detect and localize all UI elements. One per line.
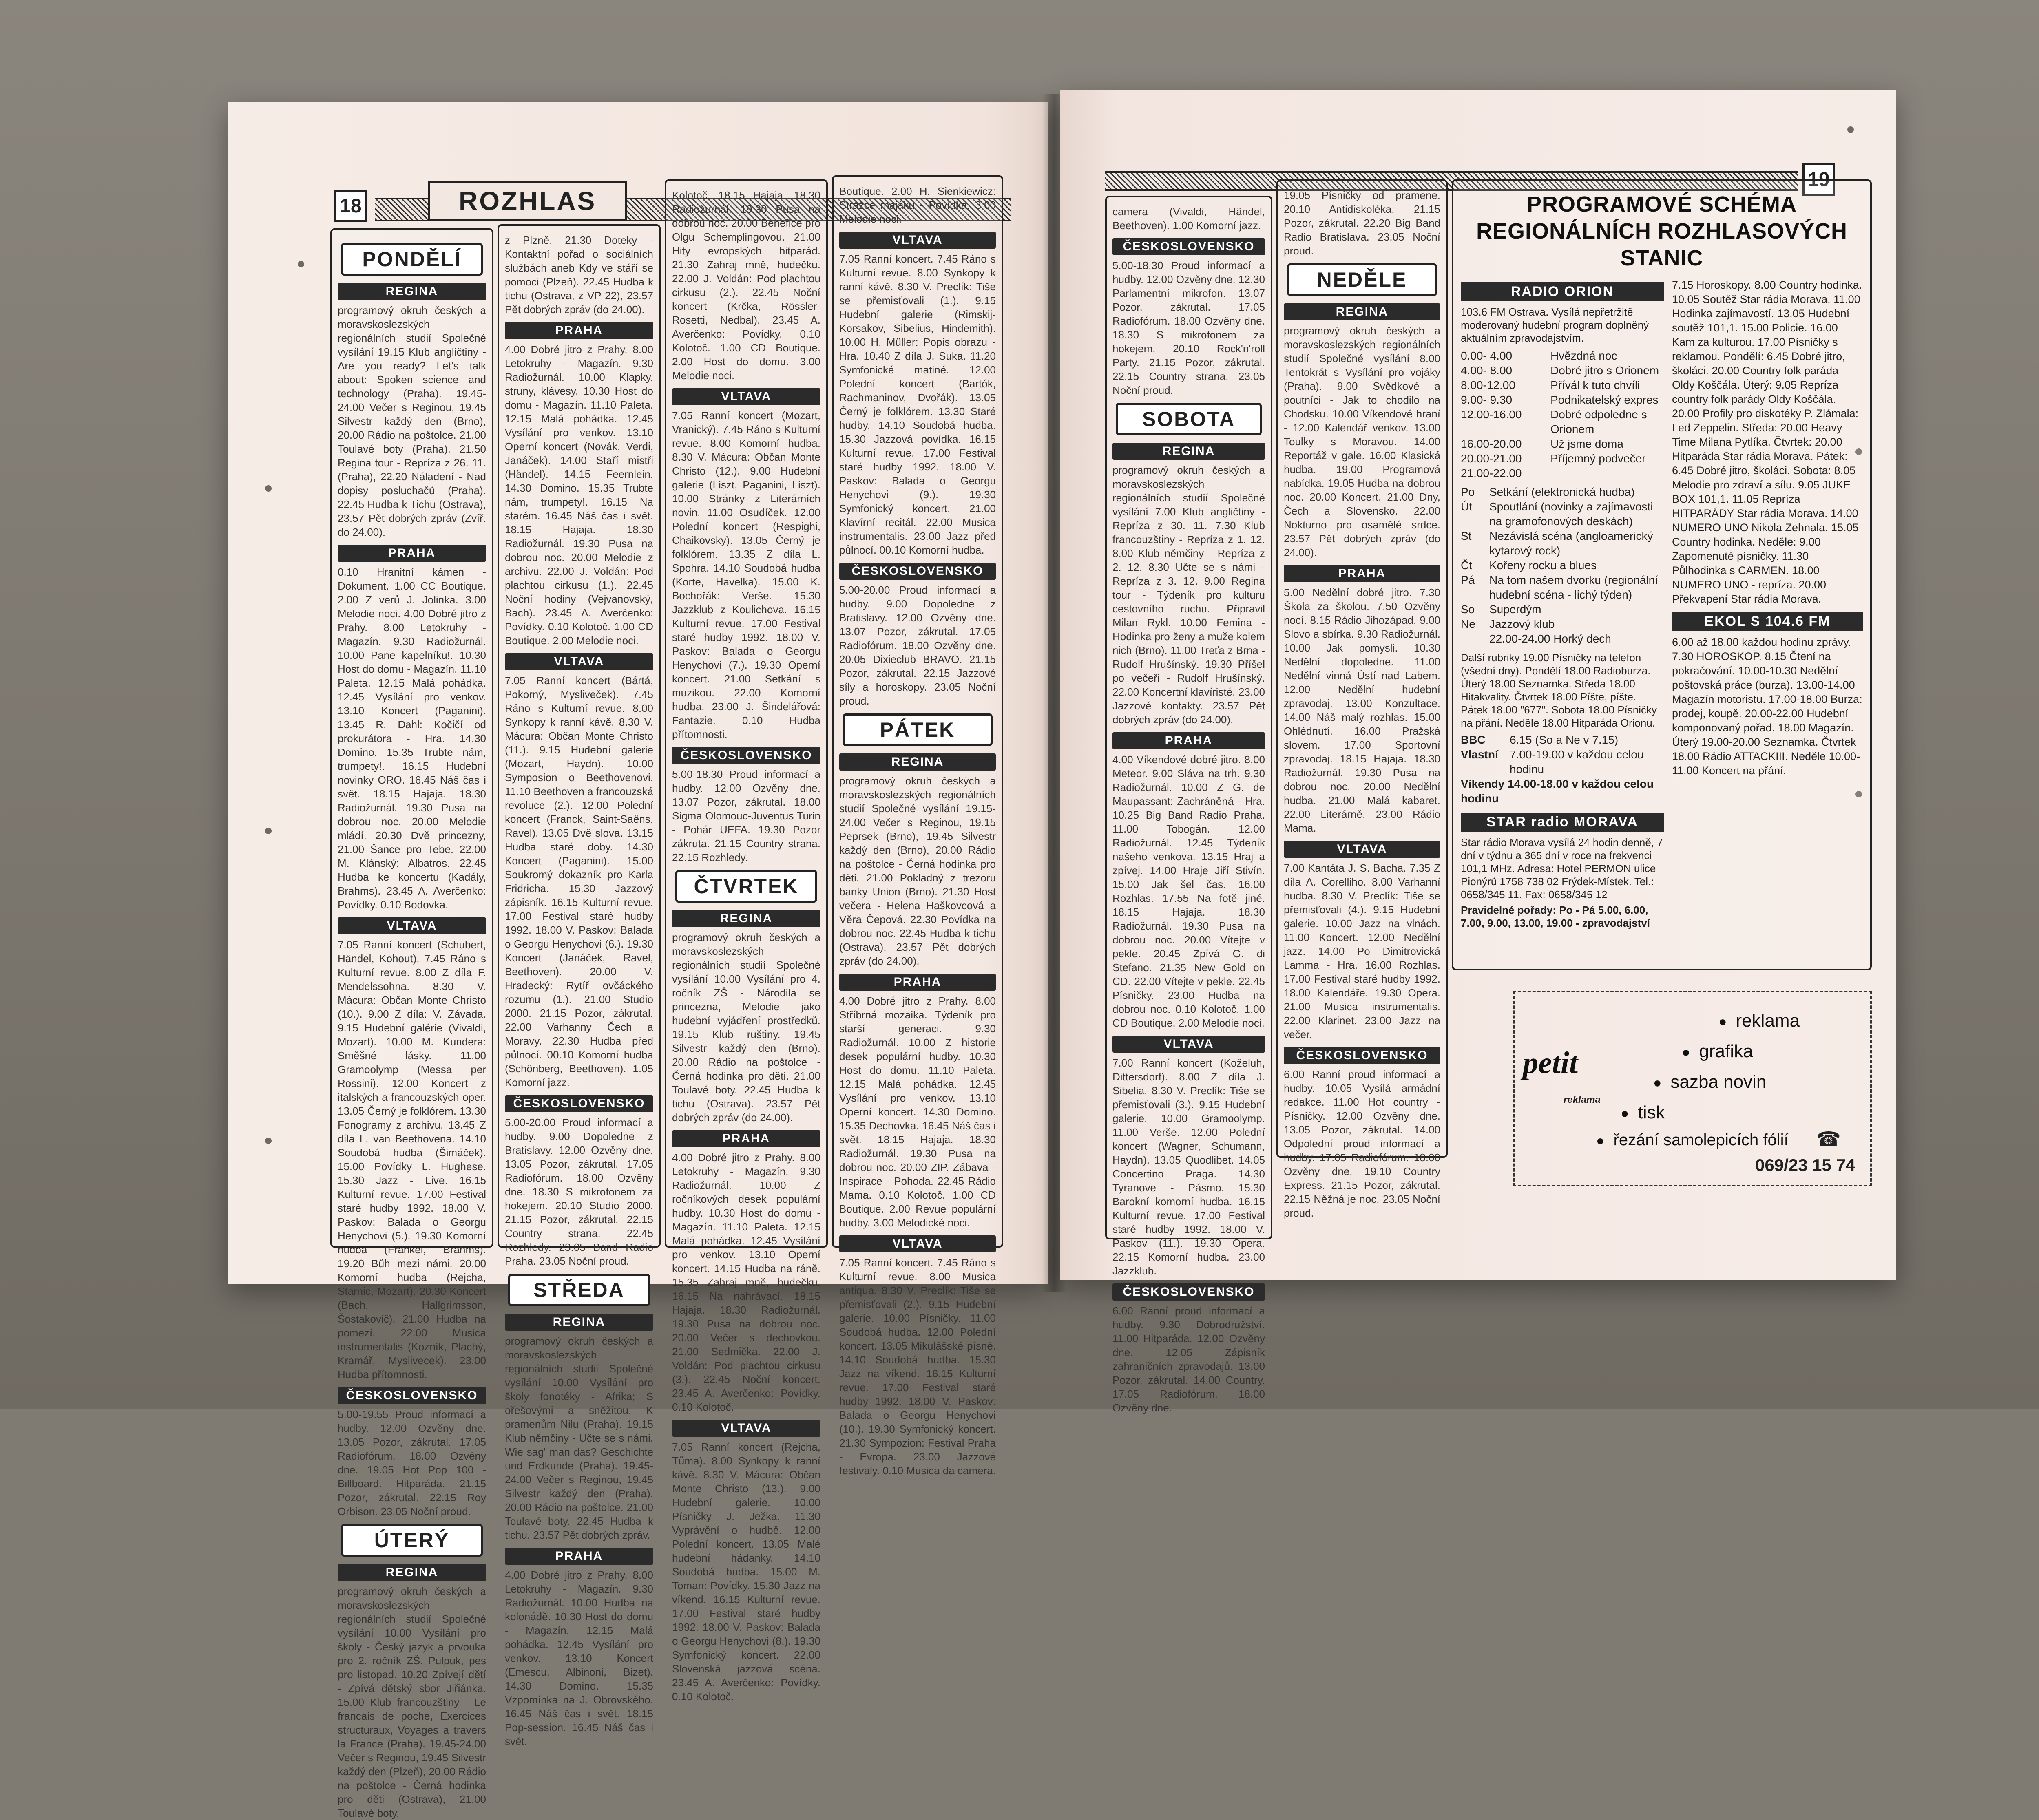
station-bar: REGINA (505, 1314, 653, 1331)
station-bar: ČESKOSLOVENSKO (505, 1095, 653, 1112)
schedule-text: 7.05 Ranní koncert (Rejcha, Tůma). 8.00 Synkopy k ranní kávě. 8.30 V. Mácura: Občan Monte Christo (13.). 9.00 Hudební galerie. 10.00 Písničky J. Ježka. 11.30 Vyprávění o hudbě. 12.00 Polední koncert. 13.05 Malé hudební hádanky. 14.10 Soudobá hudba. 15.00 M. Toman: Povídky. 15.30 Jazz na víkend. 16.15 Kulturní revue. 17.00 Festival staré hudby 1992. 18.00 V. Paskov: Balada o Georgu Henychovi (8.). 19.30 Symfonický koncert. 22.00 Slovenská jazzová scéna. 23.45 A. Averčenko: Povídky. 0.10 Kolotoč. (672, 1441, 820, 1703)
schedule-row (1461, 393, 1664, 407)
row-day: Út (1461, 500, 1472, 513)
bbc-row (1461, 733, 1664, 747)
row-title: Dobré jitro s Orionem (1550, 364, 1659, 377)
station-bar: PRAHA (505, 1548, 653, 1565)
row-title: Přívál k tuto chvíli (1550, 379, 1640, 391)
schedule-row (1461, 451, 1664, 466)
column-wednesday-thursday (665, 179, 828, 1703)
schedule-text: programový okruh českých a moravskoslezských regionálních studií Společné vysílání 8.00 Tentokrát s Vysílání pro vojáky (Praha). 9.00 Svědkové a poutníci - Jak to chodilo na Chodsku. 10.00 Víkendové hraní - 12.00 Kalendář venkov. 13.00 Toulky s Moravou. 14.00 Reportáž v gale. 16.00 Klasická hudba. 19.00 Programová nabídka. 19.05 Hudba na dobrou noc. 20.00 Koncert. 21.00 Dny, Čech a Slovensko. 22.00 Nokturno pro osamělé srdce. 23.57 Pět dobrých zpráv (do 24.00). (1284, 325, 1440, 559)
row-title: Nezávislá scéna (angloamerický kytarový rock) (1489, 530, 1653, 557)
ad-item: ● grafika (1682, 1041, 1753, 1062)
row-day: Po (1461, 486, 1475, 498)
star-schedule-text: 7.15 Horoskopy. 8.00 Country hodinka. 10.05 Soutěž Star rádia Morava. 11.00 Hodinka zajímavostí. 13.05 Hudební soutěž 101,1. 15.00 Policie. 16.00 Kam za kulturou. 17.00 Písničky s reklamou. Pondělí: 6.45 Dobré jitro, školáci. 20.00 Country folk paráda Oldy Koščála. Úterý: 9.05 Repríza country folk parády Oldy Koščála. 20.00 Profily pro diskotéky P. Zlámala: Led Zeppelin. Středa: 20.00 Heavy Time Milana Pytlíka. Čtvrtek: 20.00 Hitparáda Star rádia Morava. Pátek: 6.45 Dobré jitro, školáci. Sobota: 8.05 Melodie pro zdraví a sílu. 9.05 JUKE BOX 101,1. 11.05 Repríza HITPARÁDY Star rádia Morava. 14.00 NUMERO UNO Nikola Zehnala. 15.05 Country hodinka. Neděle: 9.00 Zapomenuté písničky. 11.30 Půlhodinka s CARMEN. 18.00 NUMERO UNO - repríza. 20.00 Překvapení Star rádia Morava. (1672, 279, 1862, 605)
star-radio-schedule (1672, 278, 1863, 930)
station-bar: VLTAVA (505, 653, 653, 670)
petit-logo: petit (1523, 1046, 1578, 1080)
ad-phone-number: 069/23 15 74 (1755, 1155, 1855, 1175)
schedule-text: 5.00-18.30 Proud informací a hudby. 12.00 Ozvěny dne. 12.30 Parlamentní mikrofon. 13.07 Pozor, zákrutal. 17.05 Radiofórum. 18.00 Ozvěny dne. 18.30 S mikrofonem za hokejem. 20.10 Rock'n'roll Party. 21.15 Pozor, zákrutal. 22.15 Country strana. 23.05 Noční proud. (1112, 259, 1265, 396)
star-regular: Pravidelné pořady: Po - Pá 5.00, 6.00, 7.00, 9.00, 13.00, 19.00 - zpravodajství (1461, 904, 1650, 929)
station-bar: ČESKOSLOVENSKO (1112, 1283, 1265, 1301)
schedule-text: programový okruh českých a moravskoslezských regionálních studií Společné vysílání 10.00 Vysílání pro školy - Český jazyk a prvouka pro 2. ročník ZŠ. Pulpuk, pes pro listopad. 10.20 Zpívejí dětí - Zpívá dětský sbor Jiřiánka. 15.00 Klub francouzštiny - Le francais de poche, Exercices structuraux, Voyages a travers la France (Praha). 19.45-24.00 Večer s Reginou, 19.45 Silvestr každý den (Plzeň), 20.00 Rádio na poštolce - Černá hodinka pro děti (Ostrava), 21.00 Toulavé boty. (338, 1585, 486, 1819)
radio-orion-section (1461, 278, 1664, 930)
schedule-text: Boutique. 2.00 H. Sienkiewicz: Strážce majáku - Povídka. 3.00 Melodie noci. (839, 185, 996, 225)
punch-hole (1847, 126, 1854, 133)
schedule-row (1461, 466, 1664, 481)
station-bar: EKOL S 104.6 FM (1672, 612, 1863, 631)
row-title: Hvězdná noc (1550, 349, 1617, 362)
column-monday-tuesday (330, 228, 493, 1819)
ad-item: ● reklama (1718, 1011, 1800, 1031)
station-bar: VLTAVA (338, 917, 486, 934)
punch-hole (298, 261, 304, 267)
row-title: Už jsme doma (1550, 437, 1623, 450)
row-day: Čt (1461, 559, 1472, 572)
programme-title: PROGRAMOVÉ SCHÉMA REGIONÁLNÍCH ROZHLASOVÝCH STANIC (1476, 192, 1847, 270)
section-title: ROZHLAS (428, 181, 627, 221)
row-day: Pá (1461, 574, 1475, 586)
vlastni-row (1461, 747, 1664, 777)
programme-schema (1452, 179, 1872, 970)
schedule-row (1461, 407, 1664, 437)
vikend-row: Víkendy 14.00-18.00 v každou celou hodinu (1461, 777, 1654, 805)
station-bar: PRAHA (672, 1130, 820, 1147)
weekday-row (1461, 632, 1664, 646)
row-time: 20.00-21.00 (1461, 452, 1522, 465)
station-bar: PRAHA (1112, 732, 1265, 749)
schedule-text: 5.00-20.00 Proud informací a hudby. 9.00 Dopoledne z Bratislavy. 12.00 Ozvěny dne. 13.07 Pozor, zákrutal. 17.05 Radiofórum. 18.00 Ozvěny dne. 20.05 Dixieclub BRAVO. 21.15 Pozor, zákrutal. 22.15 Jazzové síly a horoskopy. 23.05 Noční proud. (839, 584, 996, 707)
row-title: Příjemný podvečer (1550, 452, 1646, 465)
row-title: Superdým (1489, 603, 1541, 616)
schedule-text: programový okruh českých a moravskoslezských regionálních studií Společné vysílání 19.15-24.00 Večer s Reginou, 19.15 Peprsek (Brno), 19.45 Silvestr každý den (Brno), 20.00 Rádio na poštolce - Černá hodinka pro děti. 21.00 Pokladný z trezoru banky Union (Brno). 21.30 Host večera - Helena Haškovcová a Věra Čepová. 22.30 Povídka na dobrou noc. 22.45 Hudba k tichu (Ostrava). 23.57 Pět dobrých zpráv (do 24.00). (839, 775, 996, 967)
column-tuesday-wednesday (498, 224, 661, 1747)
schedule-text: 0.10 Hranitní kámen - Dokument. 1.00 CC Boutique. 2.00 Z verů J. Jolinka. 3.00 Melodie noci. 4.00 Dobré jitro z Prahy. 8.00 Letokruhy - Magazín. 9.30 Radiožurnál. 10.00 Pane kapelníku!. 10.30 Host do domu - Magazín. 11.10 Paleta. 12.15 Malá pohádka. 12.45 Vysílání pro venkov. 13.10 Koncert (Paganini). 13.45 R. Dahl: Kočičí od prokurátora - Hra. 14.30 Domino. 15.35 Trubte nám, trumpety!. 16.15 Hudební novinky ORO. 16.45 Náš čas i svět. 18.15 Hajaja. 18.30 Radiožurnál. 19.30 Pusa na dobrou noc. 20.00 Melodie mládí. 20.30 Dvě princezny, 21.00 Šance pro Tebe. 22.00 M. Klánský: Albatros. 22.45 Hudba ke koncertu (Kadály, Brahms). 23.45 A. Averčenko: Povídky. 0.10 Bodovka. (338, 566, 486, 911)
station-bar: PRAHA (839, 974, 996, 991)
day-heading: NEDĚLE (1287, 263, 1437, 296)
schedule-text: programový okruh českých a moravskoslezských regionálních studií Společné vysílání 19.15 Klub angličtiny - Are you ready? Let's talk about: Spoken science and technology (Praha). 19.45-24.00 Večer s Reginou, 19.45 Silvestr každý den (Brno), 20.00 Rádio na poštolce. 21.00 Toulavé boty (Praha), 21.50 Regina tour - Repríza z 26. 11. (Praha), 22.20 Náladení - Nad dopisy posluchačů (Praha). 22.45 Hudba k Tichu (Ostrava), 23.57 Pět dobrých zpráv (Zvíř. do 24.00). (338, 304, 486, 538)
row-title: 6.15 (So a Ne v 7.15) (1510, 733, 1619, 746)
schedule-text: 4.00 Víkendové dobré jitro. 8.00 Meteor. 9.00 Sláva na trh. 9.30 Radiožurnál. 10.00 Z G. de Maupassant: Zachráněná - Hra. 10.25 Big Band Radio Praha. 11.00 Tobogán. 12.00 Radiožurnál. 12.45 Týdeník našeho venkova. 13.15 Hraj a zpívej. 14.00 Hraje Jiří Stivín. 15.00 Jak šel čas. 16.00 Rozhlas. 17.55 Na fotě jiné. 18.15 Hajaja. 18.30 Radiožurnál. 19.30 Pusa na dobrou noc. 20.00 Vítejte v pekle. 20.45 Zpívá G. di Stefano. 21.35 New Gold on CD. 22.00 Vítejte v pekle. 22.45 Písničky. 23.00 Hudba na dobrou noc. 0.10 Kolotoč. 1.00 CD Boutique. 2.00 Melodie noci. (1112, 753, 1265, 1029)
petit-advertisement (1513, 991, 1872, 1186)
schedule-text: 5.00-18.30 Proud informací a hudby. 12.00 Ozvěny dne. 13.07 Pozor, zákrutal. 18.00 Sigma Olomouc-Juventus Turin - Pohár UEFA. 19.30 Pozor zákruta. 21.15 Country strana. 22.15 Rozhledy. (672, 768, 820, 864)
day-heading: ČTVRTEK (675, 870, 817, 903)
schedule-text: 5.00-19.55 Proud informací a hudby. 12.00 Ozvěny dne. 13.05 Pozor, zákrutal. 17.05 Radiofórum. 18.00 Ozvěny dne. 19.05 Hot Pop 100 - Billboard. Hitparáda. 21.15 Pozor, zákrutal. 22.15 Roy Orbison. 23.05 Noční proud. (338, 1408, 486, 1517)
row-day (1461, 632, 1489, 646)
row-time: 16.00-20.00 (1461, 437, 1522, 450)
station-bar: VLTAVA (1284, 841, 1440, 858)
row-title: Podnikatelský expres (1550, 393, 1659, 406)
day-heading: PONDĚLÍ (341, 243, 483, 276)
row-time: 9.00- 9.30 (1461, 393, 1513, 406)
row-title: 22.00-24.00 Horký dech (1489, 632, 1611, 645)
schedule-text: 4.00 Dobré jitro z Prahy. 8.00 Letokruhy - Magazín. 9.30 Radiožurnál. 10.00 Klapky, struny, klávesy. 10.30 Host do domu - Magazín. 11.10 Paleta. 12.15 Malá pohádka. 12.45 Vysílání pro venkov. 13.10 Operní koncert (Novák, Verdi, Janáček). 14.00 Staří mistři (Händel). 14.15 Feernlein. 14.30 Domino. 15.35 Trubte nám, trumpety!. 16.15 Na starém. 16.45 Náš čas i svět. 18.15 Hajaja. 18.30 Radiožurnál. 19.30 Pusa na dobrou noc. 20.00 Melodie z archivu. 22.00 J. Voldán: Pod plachtou cirkusu (1.). 22.45 Noční hodiny (Vejvanovský, Bach). 23.45 A. Averčenko: Povídky. 0.10 Kolotoč. 1.00 CD Boutique. 2.00 Melodie noci. (505, 343, 653, 647)
station-bar: REGINA (839, 753, 996, 771)
column-sunday (1276, 179, 1448, 1219)
punch-hole (265, 485, 272, 492)
row-day: Ne (1461, 618, 1475, 630)
day-heading: STŘEDA (508, 1274, 650, 1306)
station-bar: ČESKOSLOVENSKO (1112, 238, 1265, 255)
page-number: 19 (1802, 163, 1835, 196)
day-heading: ÚTERÝ (341, 1524, 483, 1557)
row-title: 7.00-19.00 v každou celou hodinu (1510, 748, 1644, 775)
schedule-text: 7.05 Ranní koncert. 7.45 Ráno s Kulturní revue. 8.00 Musica antiqua. 8.30 V. Preclík: Tiše se přemisťovali (2.). 9.15 Hudební galerie. 10.00 Písničky. 11.00 Soudobá hudba. 12.00 Polední koncert. 13.05 Mikulášské písně. 14.10 Soudobá hudba. 15.30 Jazz na víkend. 16.15 Kulturní revue. 17.00 Festival staré hudby 1992. 18.00 V. Paskov: Balada o Georgu Henychovi (10.). 19.30 Symfonický koncert. 21.30 Sympozion: Festival Praha - Evropa. 23.00 Jazzové festivaly. 0.10 Musica da camera. (839, 1257, 996, 1477)
station-bar: ČESKOSLOVENSKO (672, 747, 820, 764)
row-time: 21.00-22.00 (1461, 467, 1522, 479)
weekday-row (1461, 558, 1664, 573)
schedule-text: programový okruh českých a moravskoslezských regionálních studií Společné vysílání 7.00 Klub angličtiny - Repríza z 30. 11. 7.30 Klub francouzštiny - Repríza z 1. 12. 8.00 Klub němčiny - Repríza z 2. 12. 8.30 Učte se s námi - Repríza z 3. 12. 9.00 Regina tour - Týdeník pro kulturu cestovního ruchu. Připravil Milan Rykl. 10.00 Femina - Hodinka pro ženy a muže kolem nich (Brno). 11.00 Treťa z Brna - Rudolf Hrušínský. 19.30 Příšel po večeři - Rudolf Hrušínský. 22.00 Koncertní klavíristé. 23.00 Jazzové kontakty. 23.57 Pět dobrých zpráv (do 24.00). (1112, 464, 1265, 726)
schedule-text: 7.05 Ranní koncert (Bártá, Pokorný, Mysliveček). 7.45 Ráno s Kulturní revue. 8.00 Synkopy k ranní kávě. 8.30 V. Mácura: Občan Monte Christo (11.). 9.15 Hudební galerie (Mozart, Haydn). 10.00 Symposion o Beethovenovi. 11.10 Beethoven a francouzská revoluce (2.). 12.00 Polední koncert (Franck, Saint-Saëns, Ravel). 13.05 Dvě slova. 13.15 Hudba staré doby. 14.30 Koncert (Paganini). 15.00 Soukromý dokazník pro Karla Fridricha. 15.30 Jazzový zápisník. 16.15 Kulturní revue. 17.00 Festival staré hudby 1992. 18.00 V. Paskov: Balada o Georgu Henychovi (6.). 19.30 Koncert (Janáček, Ravel, Beethoven). 20.00 V. Hradecký: Rytíř ovčáckého rozumu (1.). 21.00 Studio 2000. 21.15 Pozor, zákrutal. 22.00 Varhanny Čech a Moravy. 22.30 Hudba před půlnocí. 00.10 Komorní hudba (Schönberg, Beethoven). 1.05 Komorní jazz. (505, 674, 653, 1089)
ad-item: ● sazba novin (1653, 1072, 1766, 1092)
schedule-text: 6.00 Ranní proud informací a hudby. 9.30 Dobrodružství. 11.00 Hitparáda. 12.00 Ozvěny dne. 12.05 Zápisník zahraničních zpravodajů. 13.00 Pozor, zákrutal. 14.00 Country. 17.05 Radiofórum. 18.00 Ozvěny dne. (1112, 1305, 1265, 1414)
station-bar: VLTAVA (672, 388, 820, 405)
day-heading: SOBOTA (1116, 403, 1262, 435)
petit-logo-sub: reklama (1564, 1094, 1601, 1105)
weekday-row (1461, 485, 1664, 499)
weekday-row (1461, 529, 1664, 558)
schedule-text: 7.00 Ranní koncert (Koželuh, Dittersdorf). 8.00 Z díla J. Sibelia. 8.30 V. Preclík: Tiše se přemisťovali (3.). 9.15 Hudební galerie. 10.00 Gramoolymp. 11.00 Verše. 12.00 Polední koncert (Wagner, Schumann, Haydn). 13.05 Quodlibet. 14.05 Concertino Praga. 14.30 Tyranove - Pásmo. 15.30 Barokní komorní hudba. 16.15 Kulturní revue. 17.00 Festival staré hudby 1992. 18.00 V. Paskov (11.). 19.30 Opera. 22.15 Komorní hudba. 23.00 Jazzklub. (1112, 1057, 1265, 1277)
station-bar: REGINA (1112, 443, 1265, 460)
row-title: Na tom našem dvorku (regionální hudební scéna - lichý týden) (1489, 574, 1658, 601)
schedule-text: 4.00 Dobré jitro z Prahy. 8.00 Letokruhy - Magazín. 9.30 Radiožurnál. 10.00 Z ročníkových desek populární hudby. 10.30 Host do domu - Magazín. 11.10 Paleta. 12.15 Malá pohádka. 12.45 Vysílání pro venkov. 13.10 Operní koncert. 14.15 Hudba na ráně. 15.35 Zahraj mně, hudečku. 16.15 Na nahrávací. 18.15 Hajaja. 18.30 Radiožurnál. 19.30 Pusa na dobrou noc. 20.00 Večer s dechovkou. 21.00 Sedmička. 22.00 J. Voldán: Pod plachtou cirkusu (3.). 22.45 Noční koncert. 23.45 A. Averčenko: Povídky. 0.10 Kolotoč. (672, 1151, 820, 1413)
ad-item: ● tisk (1621, 1102, 1665, 1123)
station-bar: STAR radio MORAVA (1461, 813, 1664, 832)
station-bar: ČESKOSLOVENSKO (1284, 1047, 1440, 1064)
station-bar: ČESKOSLOVENSKO (839, 563, 996, 580)
schedule-text: programový okruh českých a moravskoslezských regionálních studií Společné vysílání 10.00 Vysílání pro školy fonotéky - Afrika; S ořešovými a sněžitou. K pramenům Nilu (Praha). 19.15 Klub němčiny - Učte se s námi. Wie sag' man das? Geschichte und Erdkunde (Praha). 19.45-24.00 Večer s Reginou, 19.45 Silvestr každý den (Praha). 20.00 Rádio na poštolce. 21.00 Toulavé boty. 22.45 Hudba k tichu. 23.57 Pět dobrých zpráv. (505, 1335, 653, 1541)
weekday-row (1461, 499, 1664, 529)
schedule-text: programový okruh českých a moravskoslezských regionálních studií Společné vysílání 10.00 Vysílání pro 4. ročník ZŠ - Národila se princezna, Melodie jako hudební vyjádření prostředků. 19.15 Klub ruštiny. 19.45 Silvestr každý den (Brno). 20.00 Rádio na poštolce - Černá hodinka pro děti. 21.00 Toulavé boty. 22.45 Hudba k tichu (Ostrava). 23.57 Pět dobrých zpráv (do 24.00). (672, 931, 820, 1124)
station-bar: REGINA (338, 1564, 486, 1581)
row-title: Kořeny rocku a blues (1489, 559, 1597, 572)
phone-icon: ☎ (1816, 1129, 1841, 1150)
row-time: 0.00- 4.00 (1461, 349, 1513, 362)
row-day: St (1461, 530, 1472, 542)
column-friday (832, 175, 1003, 1477)
schedule-text: 4.00 Dobré jitro z Prahy. 8.00 Letokruhy - Magazín. 9.30 Radiožurnál. 10.00 Hudba na kolonádě. 10.30 Host do domu - Magazín. 12.15 Malá pohádka. 12.45 Vysílání pro venkov. 13.10 Koncert (Emescu, Albinoni, Bizet). 14.30 Domino. 15.35 Vzpomínka na J. Obrovského. 16.45 Náš čas i svět. 18.15 Pop-session. 16.45 Náš čas i svět. (505, 1569, 653, 1747)
schedule-text: 4.00 Dobré jitro z Prahy. 8.00 Stříbrná mozaika. Týdeník pro starší generaci. 9.30 Radiožurnál. 10.00 Z historie desek populární hudby. 10.30 Host do domu. 11.10 Paleta. 12.15 Malá pohádka. 12.45 Vysílání pro venkov. 13.10 Operní koncert. 14.30 Domino. 15.35 Dechovka. 16.45 Náš čas i svět. 18.15 Hajaja. 18.30 Radiožurnál. 19.30 Pusa na dobrou noc. 20.00 ZIP. Zábava - Inspirace - Pohoda. 22.45 Rádio Mama. 0.10 Kolotoč. 1.00 CD Boutique. 2.00 Revue populární hudby. 3.00 Melodické noci. (839, 995, 996, 1229)
station-bar: PRAHA (505, 322, 653, 339)
row-title: Jazzový klub (1489, 618, 1555, 630)
row-label: Vlastní (1461, 748, 1498, 761)
row-label: BBC (1461, 733, 1486, 746)
punch-hole (265, 1138, 272, 1144)
row-time: 12.00-16.00 (1461, 408, 1522, 421)
schedule-row (1461, 349, 1664, 363)
station-bar: REGINA (338, 283, 486, 300)
schedule-text: 19.05 Písničky od pramene. 20.10 Antidiskoléka. 21.15 Pozor, zákrutal. 22.20 Big Band Radio Bratislava. 23.05 Noční proud. (1284, 189, 1440, 257)
page-number: 18 (334, 190, 367, 222)
row-title: Dobré odpoledne s Orionem (1550, 408, 1647, 435)
ekol-text: 6.00 až 18.00 každou hodinu zprávy. 7.30 HOROSKOP. 8.15 Čtení na pokračování. 10.00-10.30 Nedělní poštovská práce (burza). 13.00-14.00 Magazín motoristu. 17.00-18.00 Burza: prodej, koupě. 20.00-22.00 Hudební komponovaný pořad. 18.00 Magazín. Úterý 19.00-20.00 Seznamka. Čtvrtek 18.00 Rádio ATTACKIII. Neděle 10.00-11.00 Koncert na přání. (1672, 636, 1862, 777)
schedule-text: 7.05 Ranní koncert (Schubert, Händel, Kohout). 7.45 Ráno s Kulturní revue. 8.00 Z díla F. Mendelssohna. 8.30 V. Mácura: Občan Monte Christo (10.). 9.00 Z díla: V. Závada. 9.15 Hudební galérie (Vivaldi, Mozart). 10.00 M. Kundera: Směšné lásky. 11.00 Gramoolymp (Messa per Rossini). 12.00 Koncert z italských a francouzských oper. 13.05 Černý je folklórem. 13.30 Fonogramy z archivu. 13.45 Z díla L. van Beethovena. 14.10 Soudobá hudba (Šimáček). 15.00 Povídky L. Hughese. 15.30 Jazz - Live. 16.15 Kulturní revue. 17.00 Festival staré hudby 1992. 18.00 V. Paskov: Balada o Georgu Henychovi (5.). 19.30 Komorní hudba (Frankel, Brahms). 19.20 Bůh mezi námi. 20.00 Komorní hudba (Rejcha, Starnic, Mozart). 20.30 Koncert (Bach, Hallgrimsson, Šostakovič). 21.00 Hudba na pomezí. 22.00 Musica instrumentalis (Kozník, Plachý, Kramář, Myslivecek). 23.00 Hudba přítomnosti. (338, 939, 486, 1380)
orion-extra: Další rubriky 19.00 Písničky na telefon (všední dny). Pondělí 18.00 Radioburza. Úterý 18.00 Seznamka. Středa 18.00 Hitakvality. Čtvrtek 18.00 Píšte, píšte. Pátek 18.00 "677". Sobota 18.00 Písničky na přání. Neděle 18.00 Hitparáda Orionu. (1461, 652, 1657, 729)
schedule-text: 6.00 Ranní proud informací a hudby. 10.05 Vysílá armádní redakce. 11.00 Hot country - Písničky. 12.00 Ozvěny dne. 13.05 Pozor, zákrutal. 14.00 Odpolední proud informací a hudby. 17.05 Radiofórum. 18.00 Ozvěny dne. 19.10 Country Express. 21.15 Pozor, zákrutal. 22.15 Něžná je noc. 23.05 Noční proud. (1284, 1068, 1440, 1219)
station-bar: VLTAVA (672, 1420, 820, 1437)
right-page (1060, 90, 1896, 1414)
schedule-text: z Plzně. 21.30 Doteky - Kontaktní pořad o sociálních službách aneb Kdy ve stáří se pomoci (Plzeň). 22.45 Hudba k tichu (Ostrava, z VP 22), 23.57 Pět dobrých zpráv (do 24.00). (505, 234, 653, 316)
station-bar: REGINA (1284, 303, 1440, 320)
weekday-row (1461, 573, 1664, 602)
station-bar: VLTAVA (839, 232, 996, 249)
schedule-row (1461, 378, 1664, 393)
schedule-text: 5.00 Nedělní dobré jitro. 7.30 Škola za školou. 7.50 Ozvěny nocí. 8.15 Rádio Jihozápad. 9.00 Slovo a sbírka. 9.30 Radiožurnál. 10.00 Jak pomysli. 10.30 Nedělní dopoledne. 11.00 Nedělní vinná Ústí nad Labem. 12.00 Nedělní hudební zpravodaj. 13.00 Konzultace. 14.00 Náš malý rozhlas. 15.00 Ohlédnutí. 16.00 Pražská slovem. 17.00 Sportovní zpravodaj. 18.15 Hajaja. 18.30 Radiožurnál. 19.30 Pusa na dobrou noc. 20.00 Nedělní hudba. 21.00 Malá kabaret. 22.00 Literárně. 23.00 Rádio Mama. (1284, 586, 1440, 834)
star-text: Star rádio Morava vysílá 24 hodin denně, 7 dní v týdnu a 365 dní v roce na frekvenci 101,1 MHz. Adresa: Hotel PERMON ulice Pionýrů 1758 738 02 Frýdek-Místek. Tel.: 0658/345 11. Fax: 0658/345 12 (1461, 836, 1663, 901)
row-time: 4.00- 8.00 (1461, 364, 1513, 377)
schedule-text: 5.00-20.00 Proud informací a hudby. 9.00 Dopoledne z Bratislavy. 12.00 Ozvěny dne. 13.05 Pozor, zákrutal. 17.05 Radiofórum. 18.00 Ozvěny dne. 18.30 S mikrofonem za hokejem. 20.10 Studio 2000. 21.15 Pozor, zákrutal. 22.15 Country strana. 22.45 Rozhledy. 23.05 Band Radio Praha. 23.05 Noční proud. (505, 1116, 653, 1267)
punch-hole (265, 828, 272, 834)
station-bar: VLTAVA (839, 1235, 996, 1252)
left-page (228, 102, 1048, 1819)
station-bar: PRAHA (1284, 565, 1440, 582)
row-day: So (1461, 603, 1475, 616)
weekday-row (1461, 617, 1664, 632)
weekday-row (1461, 602, 1664, 617)
schedule-row (1461, 437, 1664, 451)
row-time: 8.00-12.00 (1461, 379, 1515, 391)
row-title: Setkání (elektronická hudba) (1489, 486, 1635, 498)
station-bar: RADIO ORION (1461, 282, 1664, 301)
orion-intro: 103.6 FM Ostrava. Vysílá nepřetržitě moderovaný hudební program doplněný aktuálním zpravodajstvím. (1461, 306, 1649, 344)
schedule-row (1461, 363, 1664, 378)
column-saturday (1105, 196, 1272, 1414)
schedule-text: 7.05 Ranní koncert (Mozart, Vranický). 7.45 Ráno s Kulturní revue. 8.00 Komorní hudba. 8.30 V. Mácura: Občan Monte Christo (12.). 9.00 Hudební galerie (Liszt, Paganini, Liszt). 10.00 Stránky z Literárních novin. 11.00 Osudíček. 12.00 Polední koncert (Respighi, Chaikovsky). 13.05 Černý je folklórem. 13.35 Z díla L. Spohra. 14.10 Soudobá hudba (Korte, Havelka). 15.00 K. Bochořák: Verše. 15.30 Jazzklub z Koulichova. 16.15 Kulturní revue. 17.00 Festival staré hudby 1992. 18.00 V. Paskov: Balada o Georgu Henychovi (7.). 19.30 Operní koncert. 21.00 Setkání s muzikou. 22.00 Komorní hudba. 23.00 J. Šindelářová: Fantazie. 0.10 Hudba přítomnosti. (672, 409, 820, 740)
programme-columns (1461, 278, 1863, 930)
station-bar: ČESKOSLOVENSKO (338, 1387, 486, 1404)
schedule-text: camera (Vivaldi, Händel, Beethoven). 1.00 Komorní jazz. (1112, 205, 1265, 232)
station-bar: VLTAVA (1112, 1036, 1265, 1053)
schedule-text: Kolotoč. 18.15 Hajaja. 18.30 Radiožurnál. 19.30 Pusa na dobrou noc. 20.00 Benefice pro Olgu Schemplingovou. 21.00 Hity evropských hitparád. 21.30 Zahraj mně, hudečku. 22.00 J. Voldán: Pod plachtou cirkusu (2.). 22.45 Noční koncert (Krčka, Rössler-Rosetti, Nedbal). 23.45 A. Averčenko: Povídky. 0.10 Kolotoč. 1.00 CD Boutique. 2.00 Host do domu. 3.00 Melodie noci. (672, 189, 820, 382)
ad-item: ● řezání samolepicích fólií (1596, 1131, 1789, 1149)
station-bar: REGINA (672, 910, 820, 927)
schedule-text: 7.00 Kantáta J. S. Bacha. 7.35 Z díla A. Corelliho. 8.00 Varhanní hudba. 8.30 V. Preclík: Tiše se přemisťovali (4.). 9.15 Hudební galerie. 10.00 Jazz na vlnách. 11.00 Koncert. 12.00 Nedělní jazz. 14.00 Po Dimitrovická Lamma - Hra. 16.00 Rozhlas. 17.00 Festival staré hudby 1992. 18.00 Kalendáře. 19.30 Opera. 21.00 Musica instrumentalis. 22.00 Klarinet. 23.00 Jazz na večer. (1284, 862, 1440, 1040)
row-title: Spoutlání (novinky a zajímavosti na gramofonových deskách) (1489, 500, 1653, 528)
schedule-text: 7.05 Ranní koncert. 7.45 Ráno s Kulturní revue. 8.00 Synkopy k ranní kávě. 8.30 V. Preclík: Tiše se přemisťovali (1.). 9.15 Hudební galerie (Rimskij-Korsakov, Sibelius, Hindemith). 10.00 H. Müller: Popis obrazu - Hra. 10.40 Z díla J. Suka. 11.20 Symfonické matiné. 12.00 Polední koncert (Bartók, Rachmaninov, Dvořák). 13.05 Černý je folklórem. 13.30 Staré hudby. 14.10 Soudobá hudba. 15.30 Jazzová povídka. 16.15 Kulturní revue. 17.00 Festival staré hudby 1992. 18.00 V. Paskov: Balada o Georgu Henychovi (9.). 19.30 Symfonický koncert. 21.00 Klavírní recitál. 22.00 Musica instrumentalis. 23.00 Jazz před půlnocí. 00.10 Komorní hudba. (839, 253, 996, 556)
station-bar: PRAHA (338, 545, 486, 562)
day-heading: PÁTEK (843, 713, 993, 746)
